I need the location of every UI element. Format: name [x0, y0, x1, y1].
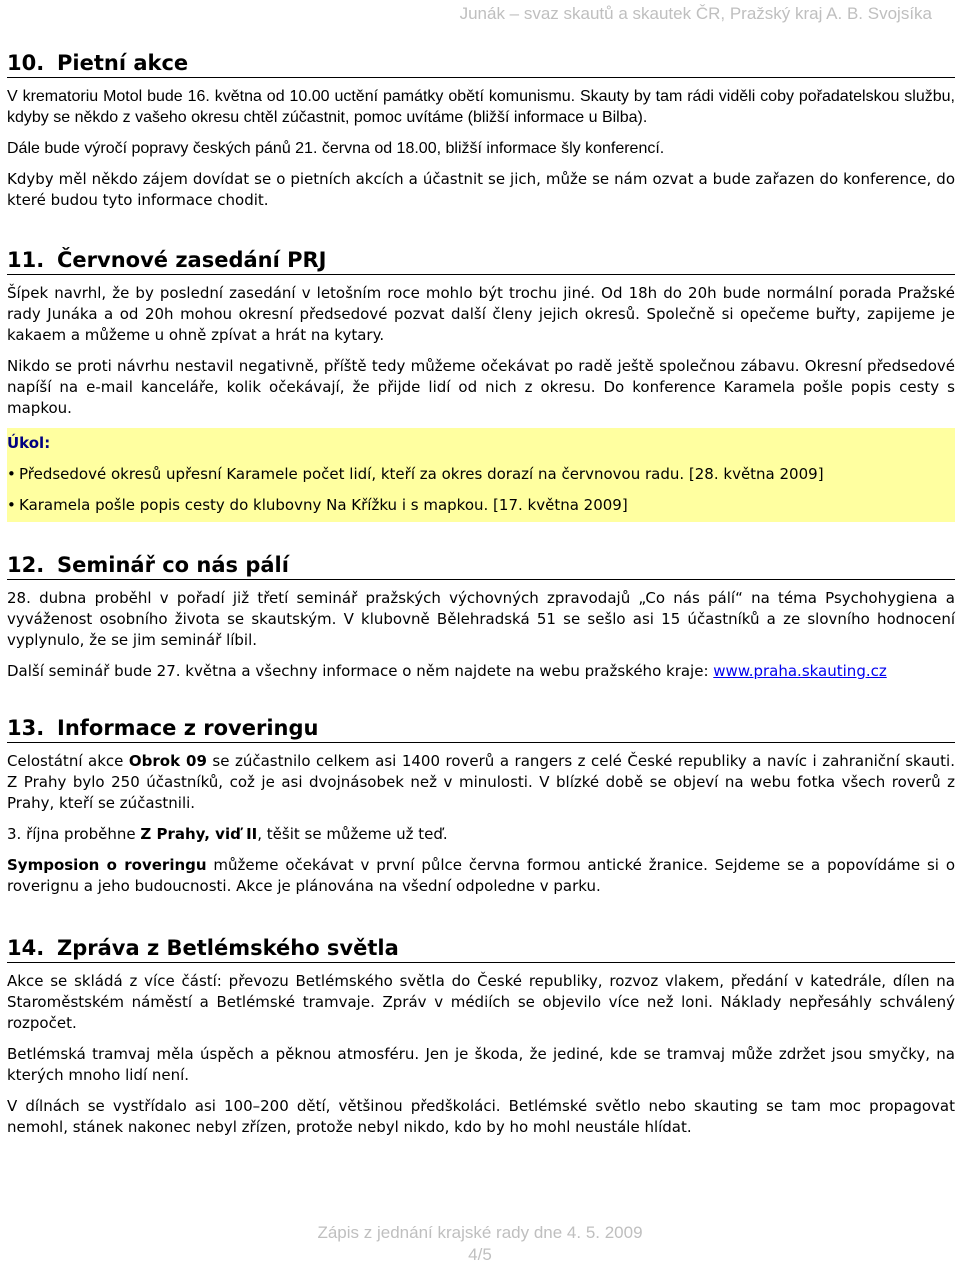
text-run: můžeme očekávat v první půlce června formou antické žranice. Sejdeme se a popovídáme si o roverignu a jeho budoucnosti. Akce je plánována na všední odpoledne v parku. — [7, 856, 955, 895]
section-heading — [7, 50, 955, 78]
task-item — [7, 495, 955, 516]
task-box — [7, 428, 955, 522]
paragraph: Betlémská tramvaj měla úspěch a pěknou atmosféru. Jen je škoda, že jediné, kde se tramvaj může zdržet jsou smyčky, na kterých mnoho lidí není. — [7, 1045, 955, 1084]
bold-text: Z Prahy, viď II — [140, 825, 258, 843]
paragraph: Kdyby měl někdo zájem dovídat se o pietních akcích a účastnit se jich, může se nám ozvat a bude zařazen do konference, do které budou tyto informace chodit. — [7, 170, 955, 209]
paragraph — [7, 661, 955, 682]
paragraph-text: Další seminář bude 27. května a všechny informace o něm najdete na webu pražského kraje: — [7, 662, 714, 680]
section-title: Informace z roveringu — [57, 716, 319, 740]
paragraph: V dílnách se vystřídalo asi 100–200 dětí, většinou předškoláci. Betlémské světlo nebo skauting se tam moc propagovat nemohl, stánek nakonec nebyl zřízen, protože nebyl nikdo, kdo by ho mohl neustále hlídat. — [7, 1097, 955, 1136]
section-number: 10. — [7, 51, 45, 75]
page-header: Junák – svaz skautů a skautek ČR, Pražský kraj A. B. Svojsíka — [459, 4, 932, 23]
section-13 — [7, 715, 955, 897]
paragraph — [7, 824, 955, 845]
text-run: se zúčastnilo celkem asi 1400 roverů a rangers z celé České republiky a navíc i zahraniční skauti. Z Prahy bylo 250 účastníků, což je asi dvojnásobek než v minulosti. V blízké době se objeví na webu fotka všech roverů z Prahy, kteří se zúčastnili. — [7, 752, 955, 812]
bold-text: Symposion o roveringu — [7, 856, 207, 874]
section-title: Červnové zasedání PRJ — [57, 248, 327, 272]
footer-title: Zápis z jednání krajské rady dne 4. 5. 2009 — [317, 1223, 643, 1242]
text-run: , těšit se můžeme už teď. — [257, 825, 448, 843]
section-heading — [7, 552, 955, 580]
bullet-icon: • — [7, 465, 16, 483]
section-title: Seminář co nás pálí — [57, 553, 289, 577]
section-title: Zpráva z Betlémského světla — [57, 936, 399, 960]
task-title: Úkol: — [7, 434, 51, 452]
section-number: 14. — [7, 936, 45, 960]
section-heading — [7, 247, 955, 275]
section-heading — [7, 715, 955, 743]
text-run: 3. října proběhne — [7, 825, 141, 843]
section-12 — [7, 552, 955, 682]
task-item-text: Předsedové okresů upřesní Karamele počet lidí, kteří za okres dorazí na červnovou radu. [28. května 2009] — [19, 465, 824, 483]
section-number: 11. — [7, 248, 45, 272]
task-item — [7, 464, 955, 485]
section-14 — [7, 935, 955, 1138]
paragraph: Šípek navrhl, že by poslední zasedání v letošním roce mohlo být trochu jiné. Od 18h do 20h bude normální porada Pražské rady Junáka a od 20h mohou okresní předsedové pozvat další členy jejich okresů. Společně si opečeme buřty, zapijeme je kakaem a můžeme u ohně zpívat a hrát na kytary. — [7, 284, 955, 344]
bold-text: Obrok 09 — [128, 752, 207, 770]
paragraph — [7, 855, 955, 897]
section-title: Pietní akce — [57, 51, 189, 75]
bullet-icon: • — [7, 496, 16, 514]
section-11 — [7, 247, 955, 522]
text-run: Celostátní akce — [7, 752, 129, 770]
paragraph: Akce se skládá z více částí: převozu Betlémského světla do České republiky, rozvoz vlakem, předání v katedrále, dílen na Staroměstském náměstí a Betlémské tramvaje. Zpráv v médiích se objevilo více než loni. Náklady nepřesáhly schválený rozpočet. — [7, 972, 955, 1032]
website-link[interactable]: www.praha.skauting.cz — [713, 662, 887, 680]
section-10 — [7, 50, 955, 211]
task-list — [7, 464, 955, 516]
task-item-text: Karamela pošle popis cesty do klubovny Na Křížku i s mapkou. [17. května 2009] — [19, 496, 628, 514]
paragraph: V krematoriu Motol bude 16. května od 10.00 uctění památky obětí komunismu. Skauty by tam rádi viděli coby pořadatelskou službu, kdyby se někdo z vašeho okresu chtěl zúčastnit, pomoc uvítáme (bližší informace u Bilba). — [7, 88, 955, 126]
paragraph: 28. dubna proběhl v pořadí již třetí seminář pražských výchovných zpravodajů „Co nás pálí“ na téma Psychohygiena a vyváženost osobního života se skautským. V klubovně Bělehradská 51 se sešlo asi 15 účastníků a ze slovního hodnocení vyplynulo, že se jim seminář líbil. — [7, 589, 955, 649]
paragraph — [7, 751, 955, 814]
section-number: 12. — [7, 553, 45, 577]
page-number: 4/5 — [468, 1245, 492, 1264]
section-heading — [7, 935, 955, 963]
paragraph: Dále bude výročí popravy českých pánů 21. června od 18.00, bližší informace šly konferencí. — [7, 140, 665, 157]
section-number: 13. — [7, 716, 45, 740]
paragraph: Nikdo se proti návrhu nestavil negativně, příště tedy můžeme očekávat po radě ještě společnou zábavu. Okresní předsedové napíší na e-mail kanceláře, kolik očekávají, že přijde lidí od nich z okresu. Do konference Karamela pošle popis cesty s mapkou. — [7, 357, 955, 417]
